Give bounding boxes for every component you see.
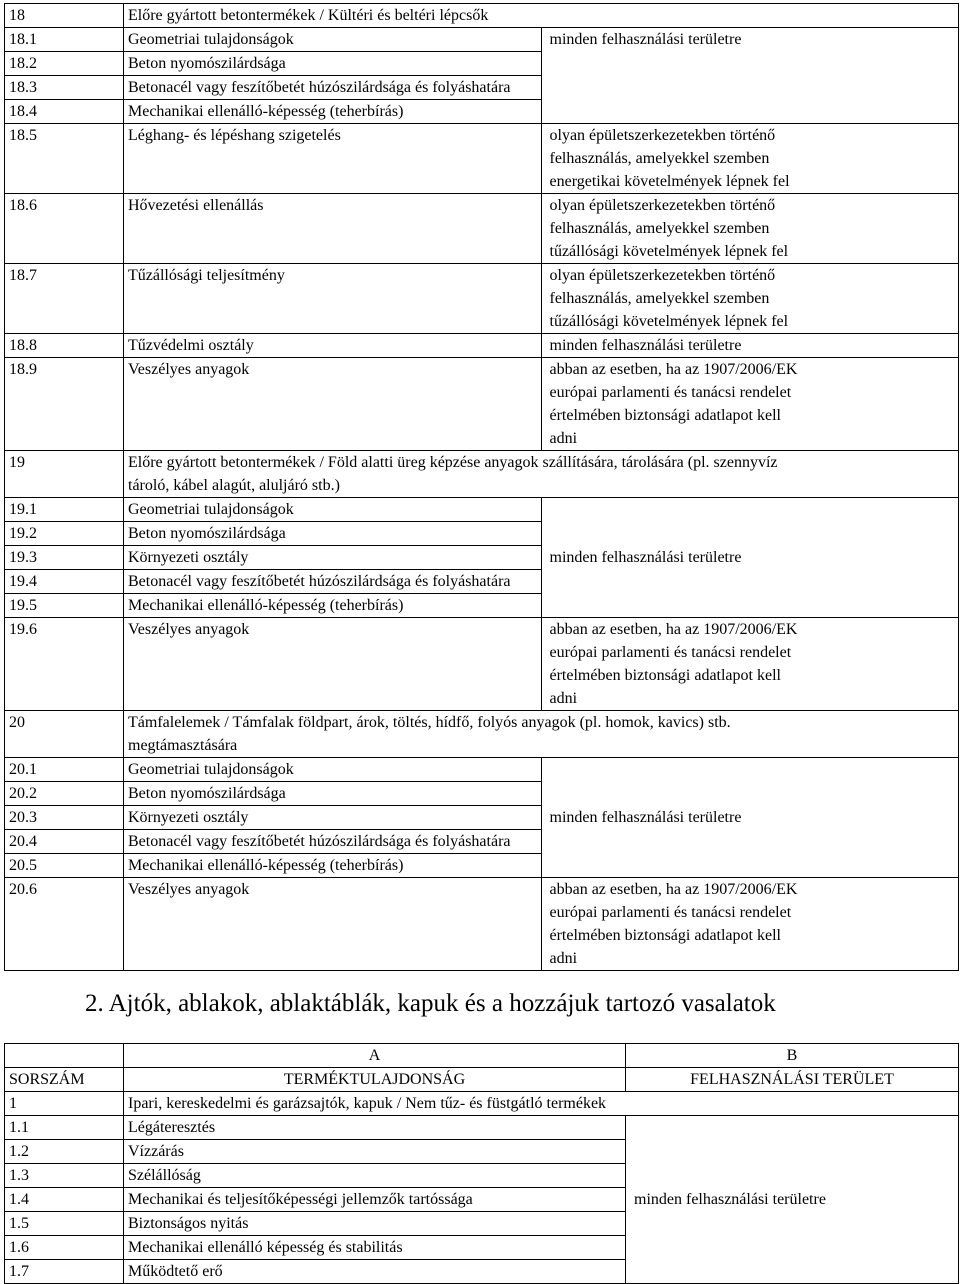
usage-area-cell: minden felhasználási területre (541, 28, 959, 124)
property-cell: Biztonságos nyitás (124, 1212, 626, 1236)
table-row (5, 878, 959, 971)
property-cell: Geometriai tulajdonságok (124, 758, 542, 782)
property-cell: Mechanikai és teljesítőképességi jellemzők tartóssága (124, 1188, 626, 1212)
row-number: 1.4 (5, 1188, 124, 1212)
usage-area-cell: olyan épületszerkezetekben történő felhasználás, amelyekkel szemben tűzállósági követelmények lépnek fel (541, 194, 959, 264)
table-row-group-header (5, 1092, 959, 1116)
row-number: 18.6 (5, 194, 124, 264)
row-number: 20.4 (5, 830, 124, 854)
property-cell: Tűzvédelmi osztály (124, 334, 542, 358)
property-cell: Tűzállósági teljesítmény (124, 264, 542, 334)
row-number: 19.6 (5, 618, 124, 711)
property-cell: Működtető erő (124, 1260, 626, 1284)
property-cell: Veszélyes anyagok (124, 618, 542, 711)
row-number: 18.8 (5, 334, 124, 358)
property-cell: Mechanikai ellenálló képesség és stabilitás (124, 1236, 626, 1260)
table-row (5, 758, 959, 782)
usage-area-cell: olyan épületszerkezetekben történő felhasználás, amelyekkel szemben tűzállósági követelmények lépnek fel (541, 264, 959, 334)
property-cell: Betonacél vagy feszítőbetét húzószilárdsága és folyáshatára (124, 830, 542, 854)
group-title: Támfalelemek / Támfalak földpart, árok, töltés, hídfő, folyós anyagok (pl. homok, kavics) stb. megtámasztására (124, 711, 959, 758)
row-number: 18.3 (5, 76, 124, 100)
property-cell: Mechanikai ellenálló-képesség (teherbírás) (124, 594, 542, 618)
column-letter-row (5, 1044, 959, 1068)
property-cell: Betonacél vagy feszítőbetét húzószilárdsága és folyáshatára (124, 76, 542, 100)
row-number: 1.2 (5, 1140, 124, 1164)
property-cell: Légáteresztés (124, 1116, 626, 1140)
row-number: 1.7 (5, 1260, 124, 1284)
header-product-property: TERMÉKTULAJDONSÁG (124, 1068, 626, 1092)
usage-area-cell: abban az esetben, ha az 1907/2006/EK európai parlamenti és tanácsi rendelet értelmében biztonsági adatlapot kell adni (541, 618, 959, 711)
table-row-group-header (5, 4, 959, 28)
table-row-group-header (5, 711, 959, 758)
property-cell: Hővezetési ellenállás (124, 194, 542, 264)
row-number: 1.1 (5, 1116, 124, 1140)
row-number: 19 (5, 451, 124, 498)
row-number: 20.2 (5, 782, 124, 806)
table-row (5, 28, 959, 52)
row-number: 18.7 (5, 264, 124, 334)
property-cell: Beton nyomószilárdsága (124, 782, 542, 806)
property-cell: Geometriai tulajdonságok (124, 498, 542, 522)
row-number: 18.5 (5, 124, 124, 194)
table-row (5, 1116, 959, 1140)
row-number: 20 (5, 711, 124, 758)
property-cell: Veszélyes anyagok (124, 878, 542, 971)
row-number: 18.9 (5, 358, 124, 451)
table-row-group-header (5, 451, 959, 498)
usage-area-cell: abban az esetben, ha az 1907/2006/EK európai parlamenti és tanácsi rendelet értelmében biztonsági adatlapot kell adni (541, 878, 959, 971)
row-number: 19.2 (5, 522, 124, 546)
property-cell: Geometriai tulajdonságok (124, 28, 542, 52)
column-letter-b: B (626, 1044, 959, 1068)
property-cell: Vízzárás (124, 1140, 626, 1164)
doors-windows-table (4, 1043, 959, 1284)
property-cell: Környezeti osztály (124, 546, 542, 570)
property-cell: Léghang- és lépéshang szigetelés (124, 124, 542, 194)
usage-area-cell: minden felhasználási területre (626, 1116, 959, 1284)
row-number: 18.1 (5, 28, 124, 52)
group-title: Ipari, kereskedelmi és garázsajtók, kapuk / Nem tűz- és füstgátló termékek (124, 1092, 959, 1116)
usage-area-cell: abban az esetben, ha az 1907/2006/EK európai parlamenti és tanácsi rendelet értelmében biztonsági adatlapot kell adni (541, 358, 959, 451)
empty-cell (5, 1044, 124, 1068)
row-number: 18.2 (5, 52, 124, 76)
table-row (5, 124, 959, 194)
row-number: 20.5 (5, 854, 124, 878)
property-cell: Szélállóság (124, 1164, 626, 1188)
table-header-row (5, 1068, 959, 1092)
usage-area-cell: minden felhasználási területre (541, 334, 959, 358)
row-number: 1.6 (5, 1236, 124, 1260)
row-number: 19.1 (5, 498, 124, 522)
property-cell: Veszélyes anyagok (124, 358, 542, 451)
usage-area-cell: minden felhasználási területre (541, 758, 959, 878)
table-row (5, 498, 959, 522)
table-row (5, 618, 959, 711)
row-number: 1 (5, 1092, 124, 1116)
table-row (5, 358, 959, 451)
row-number: 20.6 (5, 878, 124, 971)
product-requirements-table (4, 3, 959, 971)
row-number: 19.3 (5, 546, 124, 570)
table-row (5, 194, 959, 264)
property-cell: Betonacél vagy feszítőbetét húzószilárdsága és folyáshatára (124, 570, 542, 594)
row-number: 20.1 (5, 758, 124, 782)
property-cell: Környezeti osztály (124, 806, 542, 830)
row-number: 18 (5, 4, 124, 28)
property-cell: Beton nyomószilárdsága (124, 52, 542, 76)
column-letter-a: A (124, 1044, 626, 1068)
section-heading: 2. Ajtók, ablakok, ablaktáblák, kapuk és a hozzájuk tartozó vasalatok (85, 990, 776, 1017)
group-title: Előre gyártott betontermékek / Föld alatti üreg képzése anyagok szállítására, tárolására (pl. szennyvíz tároló, kábel alagút, aluljáró stb.) (124, 451, 959, 498)
row-number: 19.5 (5, 594, 124, 618)
row-number: 1.5 (5, 1212, 124, 1236)
row-number: 1.3 (5, 1164, 124, 1188)
property-cell: Mechanikai ellenálló-képesség (teherbírás) (124, 854, 542, 878)
row-number: 19.4 (5, 570, 124, 594)
property-cell: Beton nyomószilárdsága (124, 522, 542, 546)
usage-area-cell: minden felhasználási területre (541, 498, 959, 618)
property-cell: Mechanikai ellenálló-képesség (teherbírás) (124, 100, 542, 124)
table-row (5, 334, 959, 358)
row-number: 20.3 (5, 806, 124, 830)
header-serial-number: SORSZÁM (5, 1068, 124, 1092)
table-row (5, 264, 959, 334)
row-number: 18.4 (5, 100, 124, 124)
usage-area-cell: olyan épületszerkezetekben történő felhasználás, amelyekkel szemben energetikai követelmények lépnek fel (541, 124, 959, 194)
header-usage-area: FELHASZNÁLÁSI TERÜLET (626, 1068, 959, 1092)
group-title: Előre gyártott betontermékek / Kültéri és beltéri lépcsők (124, 4, 959, 28)
